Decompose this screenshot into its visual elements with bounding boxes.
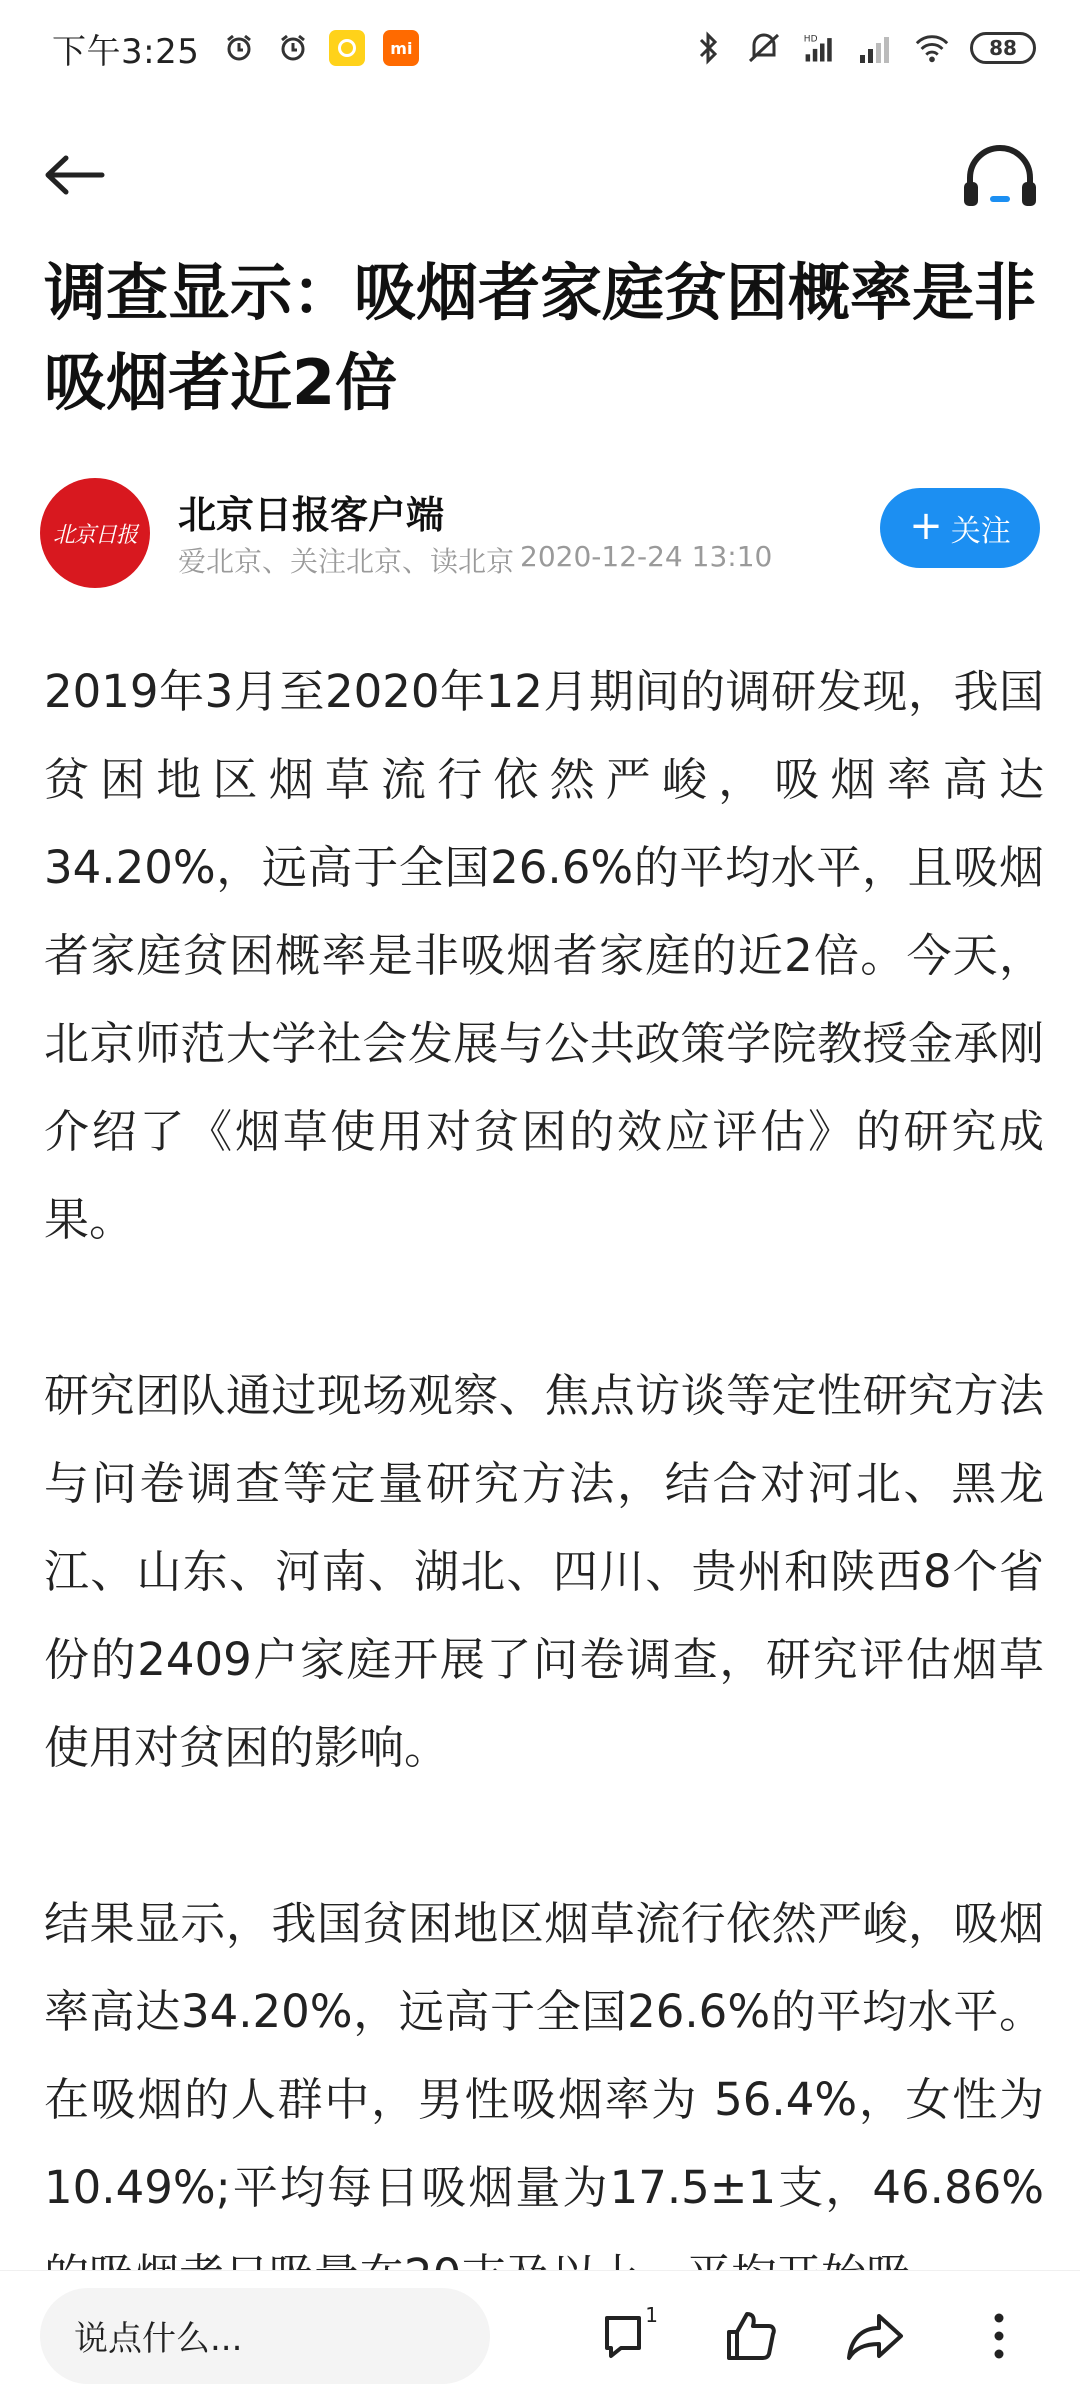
action-icons (594, 2303, 1032, 2369)
source-meta (178, 540, 772, 580)
source-name[interactable]: 北京日报客户端 (178, 493, 445, 537)
mi-app-icon: mi (383, 30, 419, 66)
source-avatar[interactable]: 北京日报 (40, 478, 150, 588)
follow-label: 关注 (950, 514, 1011, 549)
svg-text:HD: HD (803, 34, 818, 45)
bottom-action-bar (0, 2270, 1080, 2400)
notification-icons (221, 30, 419, 66)
headphones-icon (960, 144, 1040, 210)
system-icons (690, 30, 1036, 66)
source-row (40, 478, 1040, 588)
thumbs-up-icon (723, 2308, 779, 2364)
share-button[interactable] (842, 2303, 908, 2369)
plus-icon: + (909, 503, 943, 549)
publish-date: 2020-12-24 13:10 (520, 540, 773, 573)
back-button[interactable] (40, 150, 110, 200)
article-paragraph: 结果显示，我国贫困地区烟草流行依然严峻，吸烟率高达34.20%，远高于全国26.6%的平均水平。在吸烟的人群中，男性吸烟率为 56.4%，女性为10.49%;平均每日吸烟量为17.5±1支，46.86% (44, 1897, 1044, 2214)
status-bar (0, 0, 1080, 96)
listen-button[interactable] (960, 144, 1040, 210)
source-slogan: 爱北京、关注北京、读北京 (178, 545, 515, 578)
article-paragraph: 2019年3月至2020年12月期间的调研发现，我国贫困地区烟草流行依然严峻，吸烟率高达34.20%，远高于全国26.6%的平均水平，且吸烟者家庭贫困概率是非吸烟者家庭的近2倍。今天，北京师范大学社会发展与公共政策学院教授金承刚介绍了《烟草使用对贫困的效应评估》的研究成果。 (44, 665, 1044, 1246)
follow-button[interactable] (880, 488, 1040, 568)
comment-button[interactable] (594, 2303, 660, 2369)
arrow-left-icon (40, 150, 110, 200)
mute-icon (746, 30, 782, 66)
comment-input[interactable]: 说点什么... (40, 2288, 490, 2384)
wifi-icon (914, 30, 950, 66)
status-time: 下午3:25 (52, 31, 200, 72)
more-button[interactable] (966, 2303, 1032, 2369)
more-icon (989, 2308, 1009, 2364)
share-icon (845, 2308, 905, 2364)
signal-icon (858, 30, 894, 66)
top-nav (0, 130, 1080, 220)
alarm-icon (275, 30, 311, 66)
article-body (44, 648, 1044, 2320)
bluetooth-icon (690, 30, 726, 66)
article-title: 调查显示：吸烟者家庭贫困概率是非吸烟者近2倍 (44, 256, 1037, 419)
alarm-icon (221, 30, 257, 66)
comment-count: 1 (645, 2302, 658, 2327)
signal-hd-icon (802, 30, 838, 66)
like-button[interactable] (718, 2303, 784, 2369)
yellow-app-icon (329, 30, 365, 66)
article-paragraph: 研究团队通过现场观察、焦点访谈等定性研究方法与问卷调查等定量研究方法，结合对河北、黑龙江、山东、河南、湖北、四川、贵州和陕西8个省份的2409户家庭开展了问卷调查，研究评估烟草使用对贫困的影响。 (44, 1369, 1044, 1774)
battery-indicator: 88 (970, 32, 1036, 64)
